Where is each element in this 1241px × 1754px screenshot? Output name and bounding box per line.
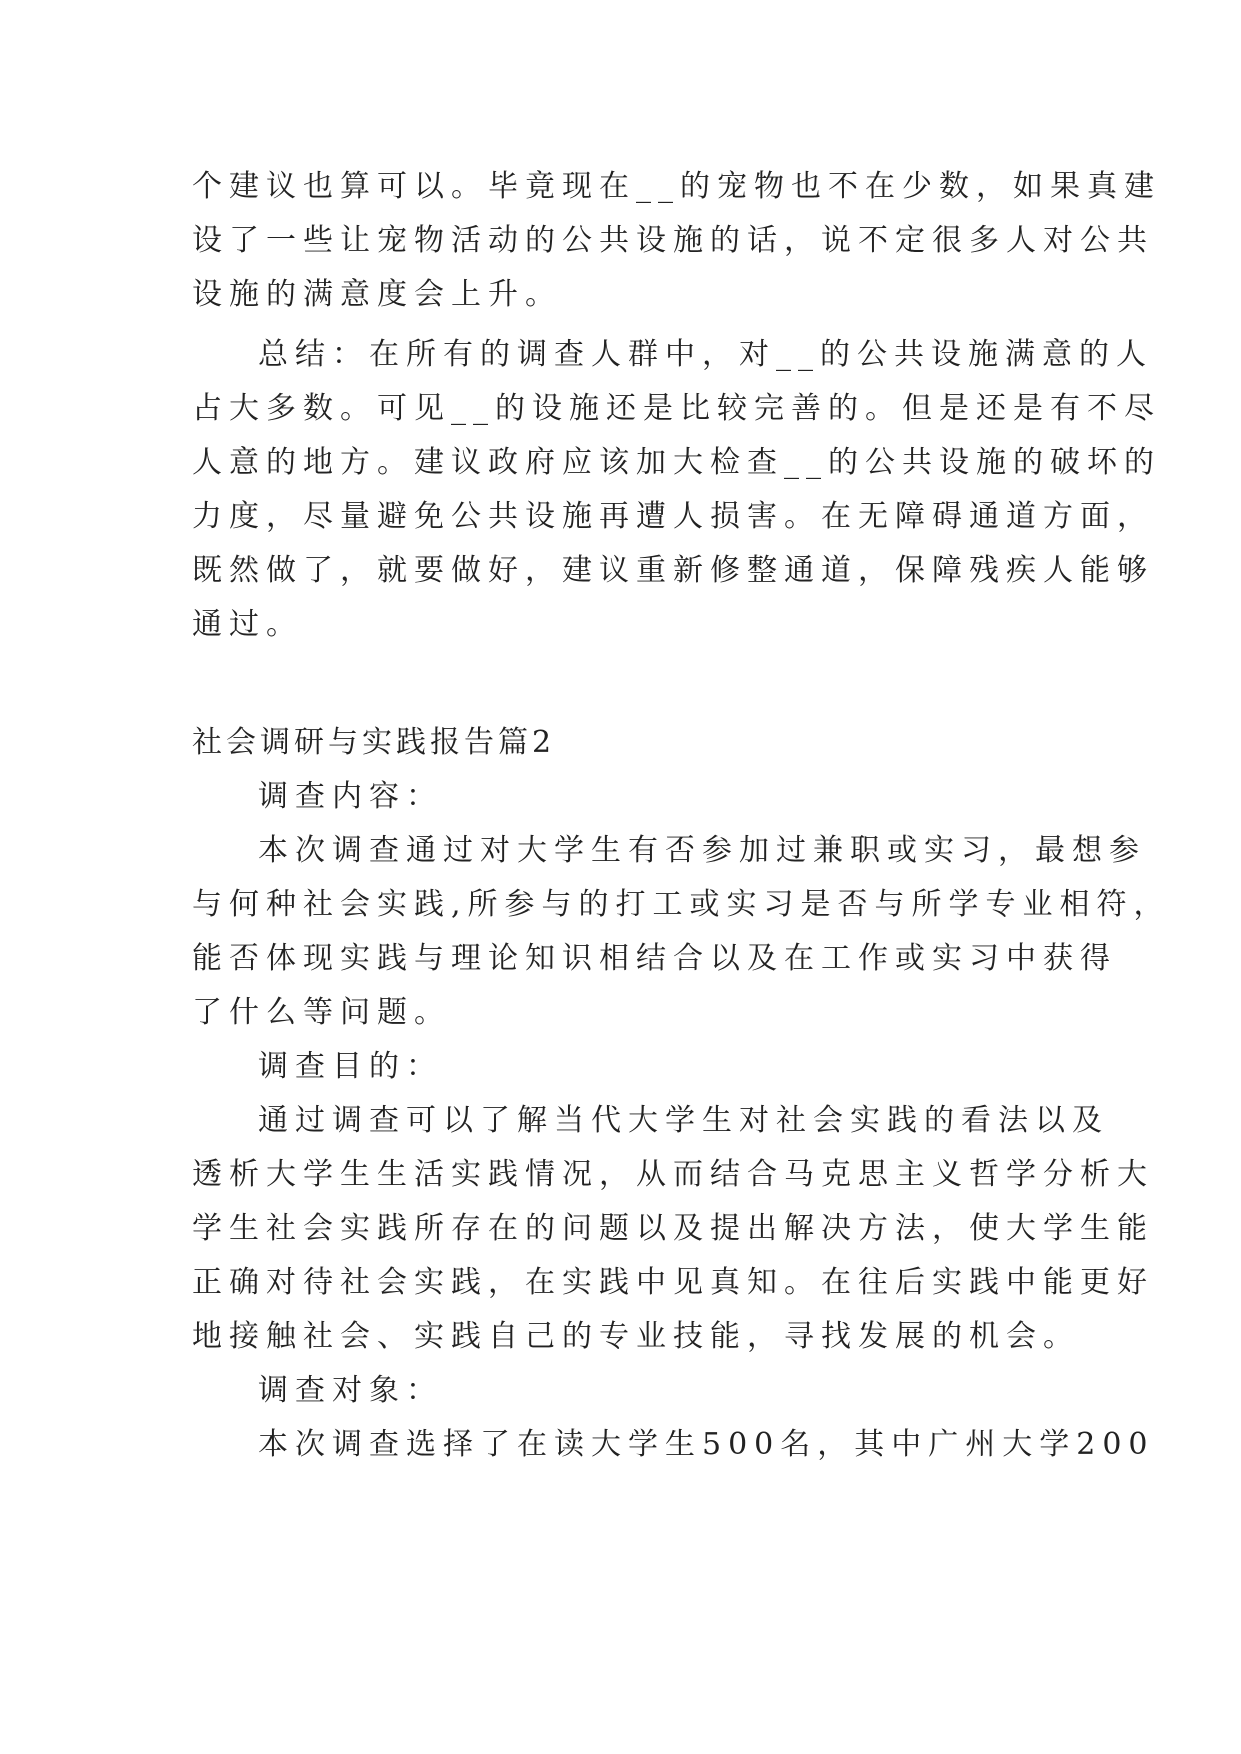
paragraph-pets-suggestion bbox=[192, 160, 1161, 322]
text-line: 本次调查选择了在读大学生500名，其中广州大学200 bbox=[258, 1427, 1155, 1462]
text-line: 设了一些让宠物活动的公共设施的话，说不定很多人对公共 bbox=[192, 223, 1154, 258]
paragraph-summary bbox=[192, 328, 1161, 652]
paragraph-object bbox=[192, 1418, 1155, 1472]
text-line: 学生社会实践所存在的问题以及提出解决方法，使大学生能 bbox=[192, 1211, 1154, 1246]
text-line: 个建议也算可以。毕竟现在__的宠物也不在少数，如果真建 bbox=[192, 169, 1161, 204]
text-line: 通过。 bbox=[192, 607, 303, 642]
purpose-label: 调查目的： bbox=[258, 1049, 443, 1084]
text-line: 地接触社会、实践自己的专业技能，寻找发展的机会。 bbox=[192, 1319, 1080, 1354]
text-line: 了什么等问题。 bbox=[192, 995, 451, 1030]
object-label: 调查对象： bbox=[258, 1373, 443, 1408]
text-line: 能否体现实践与理论知识相结合以及在工作或实习中获得 bbox=[192, 941, 1117, 976]
text-line: 设施的满意度会上升。 bbox=[192, 277, 562, 312]
section-title: 社会调研与实践报告篇2 bbox=[192, 725, 556, 760]
text-line: 总结：在所有的调查人群中，对__的公共设施满意的人 bbox=[258, 337, 1153, 372]
text-line: 既然做了，就要做好，建议重新修整通道，保障残疾人能够 bbox=[192, 553, 1154, 588]
paragraph-content bbox=[192, 824, 1171, 1040]
text-line: 透析大学生生活实践情况，从而结合马克思主义哲学分析大 bbox=[192, 1157, 1154, 1192]
content-label: 调查内容： bbox=[258, 779, 443, 814]
text-line: 正确对待社会实践，在实践中见真知。在往后实践中能更好 bbox=[192, 1265, 1154, 1300]
text-line: 通过调查可以了解当代大学生对社会实践的看法以及 bbox=[258, 1103, 1109, 1138]
text-line: 本次调查通过对大学生有否参加过兼职或实习，最想参 bbox=[258, 833, 1146, 868]
text-line: 与何种社会实践,所参与的打工或实习是否与所学专业相符， bbox=[192, 887, 1171, 922]
text-line: 力度，尽量避免公共设施再遭人损害。在无障碍通道方面， bbox=[192, 499, 1154, 534]
paragraph-purpose bbox=[192, 1094, 1154, 1364]
document-body bbox=[192, 160, 1171, 1472]
text-line: 人意的地方。建议政府应该加大检查__的公共设施的破坏的 bbox=[192, 445, 1161, 480]
text-line: 占大多数。可见__的设施还是比较完善的。但是还是有不尽 bbox=[192, 391, 1161, 426]
section-spacer bbox=[192, 652, 1052, 716]
